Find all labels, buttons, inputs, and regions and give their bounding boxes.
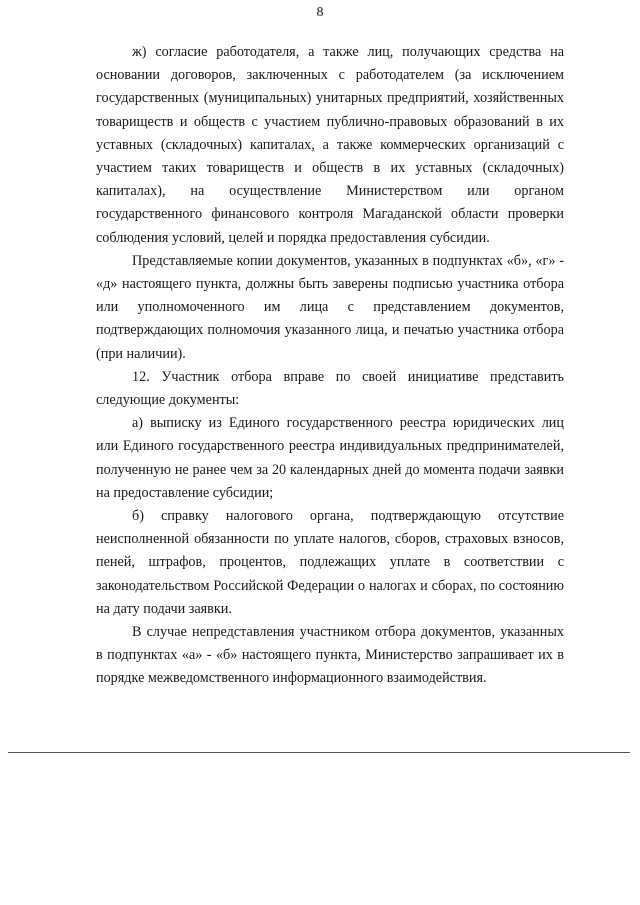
paragraph-item-12: 12. Участник отбора вправе по своей инициативе представить следующие документы: [96, 368, 564, 409]
paragraph-interagency-request: В случае непредставления участником отбора документов, указанных в подпунктах «а» - «б» настоящего пункта, Министерство запрашивает их в порядке межведомственного информационного взаимодействия. [96, 624, 564, 687]
footer-divider [8, 752, 630, 753]
paragraph-item-12b: б) справку налогового органа, подтверждающую отсутствие неисполненной обязанности по уплате налогов, сборов, страховых взносов, пеней, штрафов, процентов, подлежащих уплате в соответствии с законодательством Российской Федерации о налогах и сборах, по состоянию на дату подачи заявки. [96, 508, 564, 617]
paragraph-consent-employer: ж) согласие работодателя, а также лиц, получающих средства на основании договоров, заключенных с работодателем (за исключением государственных (муниципальных) унитарных предприятий, хозяйственных товариществ и обществ с участием публично-правовых образований в их уставных (складочных) капиталах, а также коммерческих организаций с участием таких товариществ и обществ в их уставных (складочных) капиталах), на осуществление Министерством или органом государственного финансового контроля Магаданской области проверки соблюдения условий, целей и порядка предоставления субсидии. [96, 44, 564, 246]
page-number: 8 [316, 5, 324, 20]
paragraph-certified-copies: Представляемые копии документов, указанных в подпунктах «б», «г» - «д» настоящего пункта, должны быть заверены подписью участника отбора или уполномоченного им лица с представлением документов, подтверждающих полномочия указанного лица, и печатью участника отбора (при наличии). [96, 252, 564, 362]
paragraph-item-12a: а) выписку из Единого государственного реестра юридических лиц или Единого государственного реестра индивидуальных предпринимателей, полученную не ранее чем за 20 календарных дней до момента подачи заявки на предоставление субсидии; [96, 415, 564, 501]
document-body [96, 41, 564, 691]
